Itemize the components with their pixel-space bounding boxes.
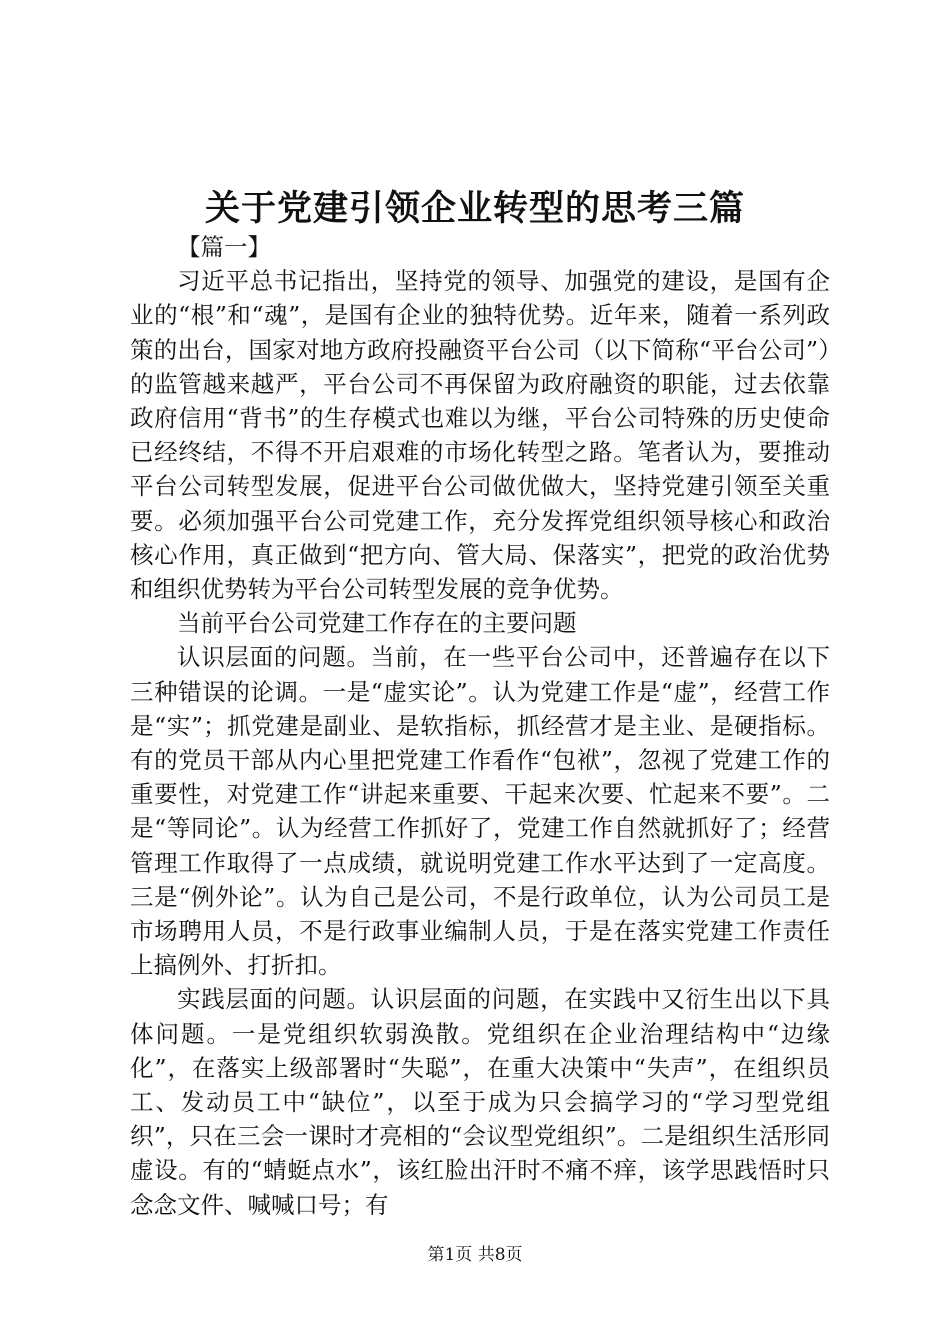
document-body: [130, 230, 830, 1222]
document-title: 关于党建引领企业转型的思考三篇: [204, 188, 745, 229]
page-number-footer: 第1页 共8页: [427, 1245, 523, 1265]
paragraph: 认识层面的问题。当前，在一些平台公司中，还普遍存在以下三种错误的论调。一是“虚实论”。认为党建工作是“虚”，经营工作是“实”；抓党建是副业、是软指标，抓经营才是主业、是硬指标。有的党员干部从内心里把党建工作看作“包袱”，忽视了党建工作的重要性，对党建工作“讲起来重要、干起来次要、忙起来不要”。二是“等同论”。认为经营工作抓好了，党建工作自然就抓好了；经营管理工作取得了一点成绩，就说明党建工作水平达到了一定高度。三是“例外论”。认为自己是公司，不是行政单位，认为公司员工是市场聘用人员，不是行政事业编制人员，于是在落实党建工作责任上搞例外、打折扣。: [130, 643, 830, 980]
section-heading: 【篇一】: [177, 233, 271, 261]
paragraph: 习近平总书记指出，坚持党的领导、加强党的建设，是国有企业的“根”和“魂”，是国有企业的独特优势。近年来，随着一系列政策的出台，国家对地方政府投融资平台公司（以下简称“平台公司”）的监管越来越严，平台公司不再保留为政府融资的职能，过去依靠政府信用“背书”的生存模式也难以为继，平台公司特殊的历史使命已经终结，不得不开启艰难的市场化转型之路。笔者认为，要推动平台公司转型发展，促进平台公司做优做大，坚持党建引领至关重要。必须加强平台公司党建工作，充分发挥党组织领导核心和政治核心作用，真正做到“把方向、管大局、保落实”，把党的政治优势和组织优势转为平台公司转型发展的竞争优势。: [130, 267, 830, 604]
subheading: 当前平台公司党建工作存在的主要问题: [177, 609, 577, 638]
paragraph: 实践层面的问题。认识层面的问题，在实践中又衍生出以下具体问题。一是党组织软弱涣散。党组织在企业治理结构中“边缘化”，在落实上级部署时“失聪”，在重大决策中“失声”，在组织员工、发动员工中“缺位”，以至于成为只会搞学习的“学习型党组织”，只在三会一课时才亮相的“会议型党组织”。二是组织生活形同虚设。有的“蜻蜓点水”，该红脸出汗时不痛不痒，该学思践悟时只念念文件、喊喊口号；有: [130, 985, 830, 1219]
